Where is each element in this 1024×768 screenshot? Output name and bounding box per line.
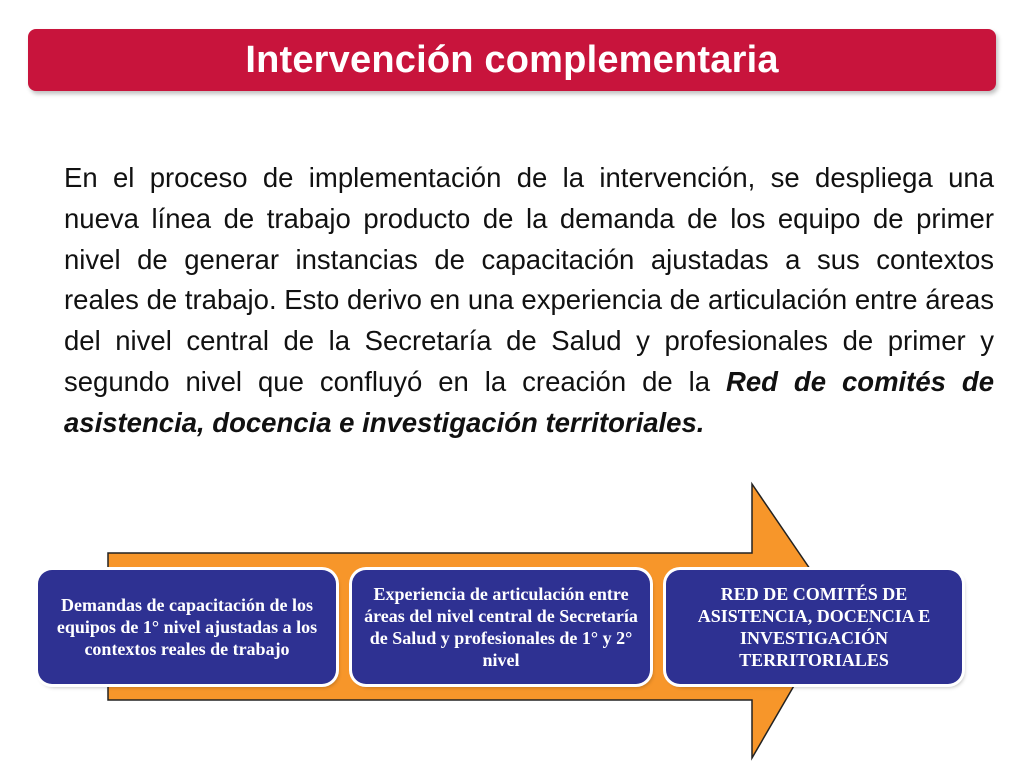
slide-title: Intervención complementaria: [245, 38, 779, 81]
flow-step-label: RED DE COMITÉS DE ASISTENCIA, DOCENCIA E INVESTIGACIÓN TERRITORIALES: [697, 584, 931, 670]
flow-step-red-comites: [666, 570, 962, 684]
paragraph-text: En el proceso de implementación de la intervención, se despliega una nueva línea de trabajo producto de la demanda de los equipo de primer nivel de generar instancias de capacitación ajustadas a sus contextos reales de trabajo. Esto derivo en una experiencia de articulación entre áreas del nivel central de la Secretaría de Salud y profesionales de primer y segundo nivel que confluyó en la creación de la: [64, 162, 994, 397]
flow-step-label: Demandas de capacitación de los equipos de 1° nivel ajustadas a los contextos reales de trabajo: [56, 595, 318, 659]
flow-step-demandas: [38, 570, 336, 684]
flow-step-label: Experiencia de articulación entre áreas del nivel central de Secretaría de Salud y profesionales de 1° y 2° nivel: [364, 584, 638, 670]
flow-step-experiencia: [352, 570, 650, 684]
paragraph-emphasis: Red de comités de asistencia, docencia e investigación territoriales.: [64, 365, 994, 438]
